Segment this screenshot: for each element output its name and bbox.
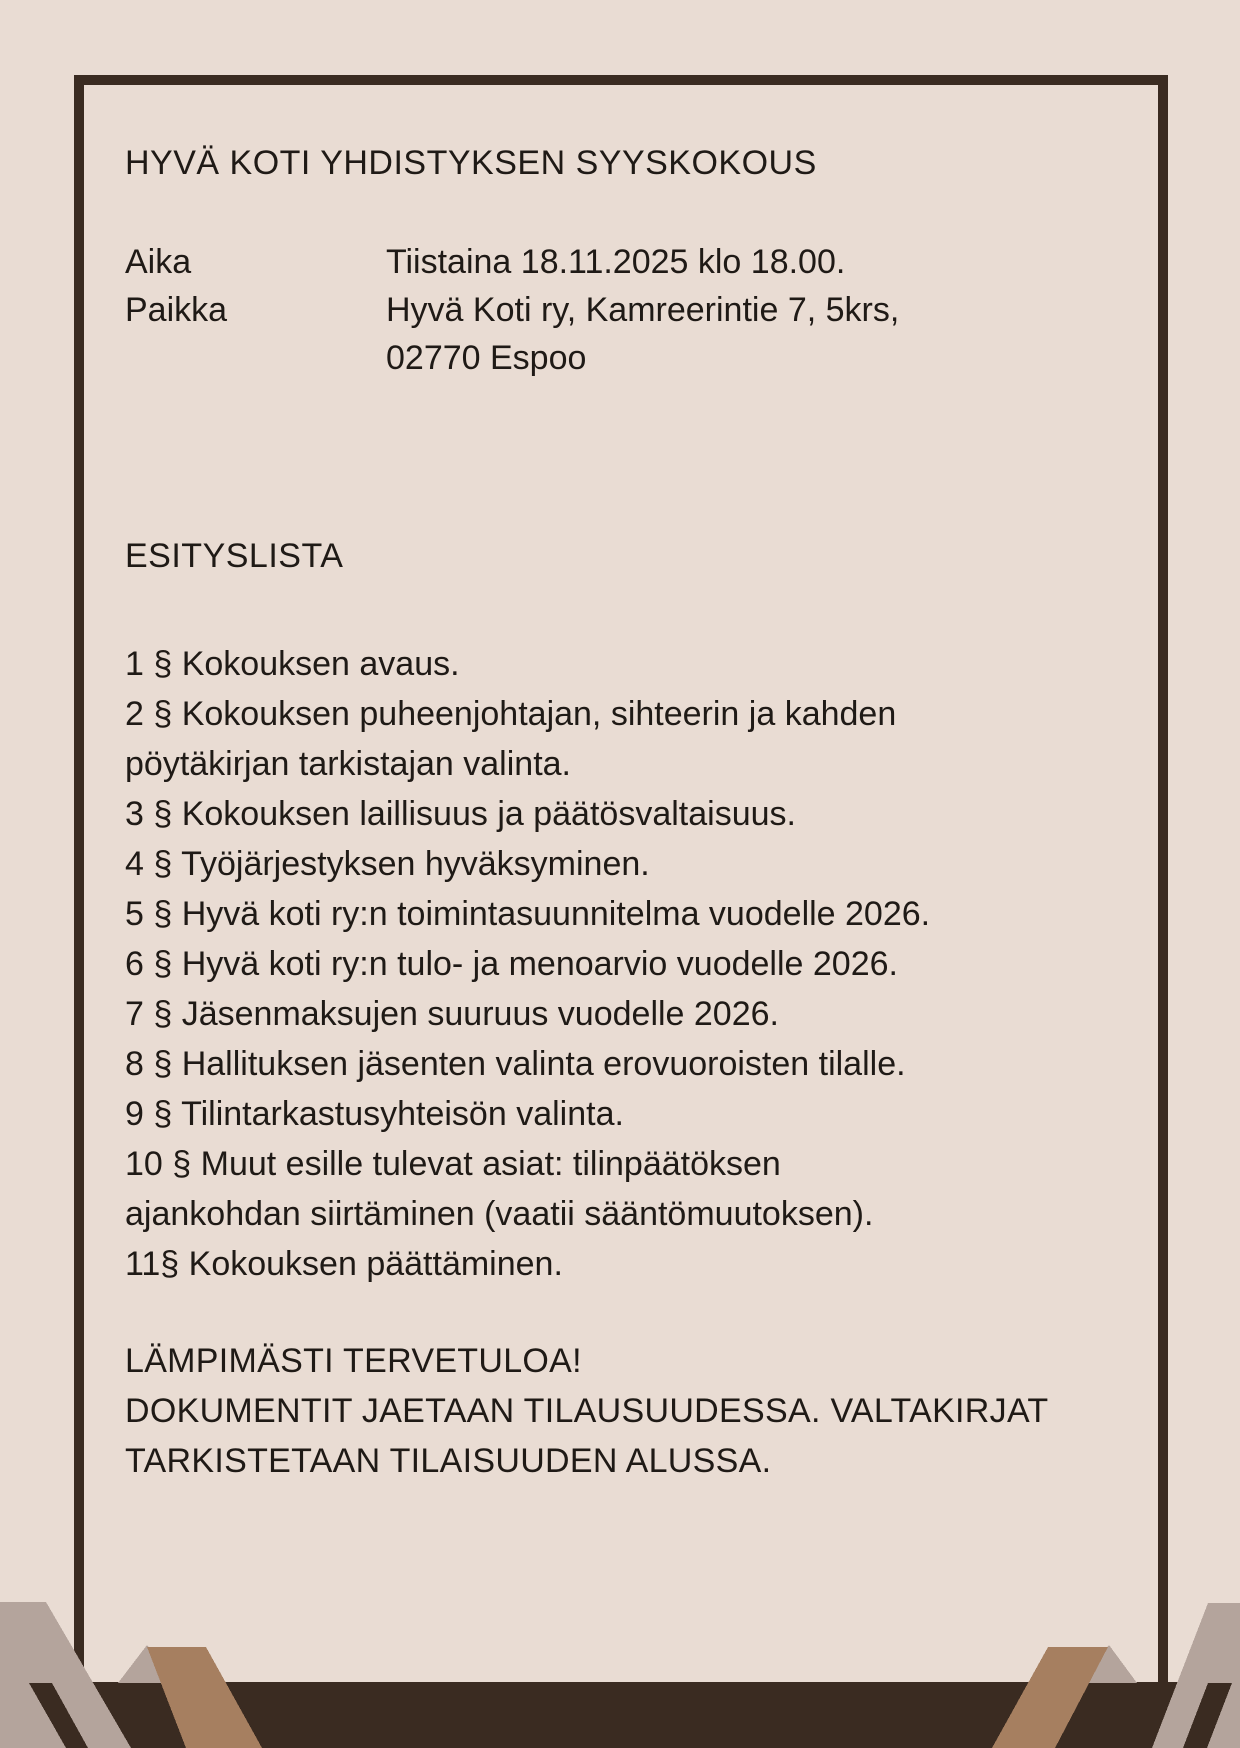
- closing-section: [125, 1336, 1048, 1486]
- agenda-line: ajankohdan siirtäminen (vaatii sääntömuutoksen).: [125, 1195, 874, 1233]
- agenda-line: 3 § Kokouksen laillisuus ja päätösvaltaisuus.: [125, 795, 796, 833]
- place-address-row: [125, 334, 899, 382]
- time-row: [125, 238, 899, 286]
- closing-line: TARKISTETAAN TILAISUUDEN ALUSSA.: [125, 1442, 772, 1480]
- closing-line: LÄMPIMÄSTI TERVETULOA!: [125, 1342, 582, 1380]
- agenda-line: 6 § Hyvä koti ry:n tulo- ja menoarvio vuodelle 2026.: [125, 945, 898, 983]
- page-title: HYVÄ KOTI YHDISTYKSEN SYYSKOKOUS: [125, 144, 817, 182]
- time-label: Aika: [125, 243, 192, 281]
- agenda-line: 11§ Kokouksen päättäminen.: [125, 1245, 563, 1283]
- agenda-line: 2 § Kokouksen puheenjohtajan, sihteerin ja kahden: [125, 695, 897, 733]
- time-value: Tiistaina 18.11.2025 klo 18.00.: [386, 243, 846, 281]
- closing-line: DOKUMENTIT JAETAAN TILAUSUUDESSA. VALTAKIRJAT: [125, 1392, 1049, 1430]
- right-ribbon-stripe: [1183, 1683, 1232, 1748]
- place-value-line1: Hyvä Koti ry, Kamreerintie 7, 5krs,: [386, 291, 900, 329]
- meeting-details: [125, 238, 899, 382]
- place-value-line2: 02770 Espoo: [386, 339, 587, 377]
- agenda-line: 4 § Työjärjestyksen hyväksyminen.: [125, 845, 650, 883]
- agenda-line: pöytäkirjan tarkistajan valinta.: [125, 745, 572, 783]
- agenda-list: [125, 639, 930, 1289]
- agenda-line: 10 § Muut esille tulevat asiat: tilinpäätöksen: [125, 1145, 781, 1183]
- place-label: Paikka: [125, 291, 228, 329]
- agenda-line: 5 § Hyvä koti ry:n toimintasuunnitelma vuodelle 2026.: [125, 895, 931, 933]
- agenda-line: 9 § Tilintarkastusyhteisön valinta.: [125, 1095, 624, 1133]
- place-label-spacer: [125, 334, 386, 382]
- agenda-line: 1 § Kokouksen avaus.: [125, 645, 460, 683]
- agenda-heading: ESITYSLISTA: [125, 537, 344, 575]
- agenda-line: 7 § Jäsenmaksujen suuruus vuodelle 2026.: [125, 995, 779, 1033]
- agenda-line: 8 § Hallituksen jäsenten valinta erovuoroisten tilalle.: [125, 1045, 906, 1083]
- place-row: [125, 286, 899, 334]
